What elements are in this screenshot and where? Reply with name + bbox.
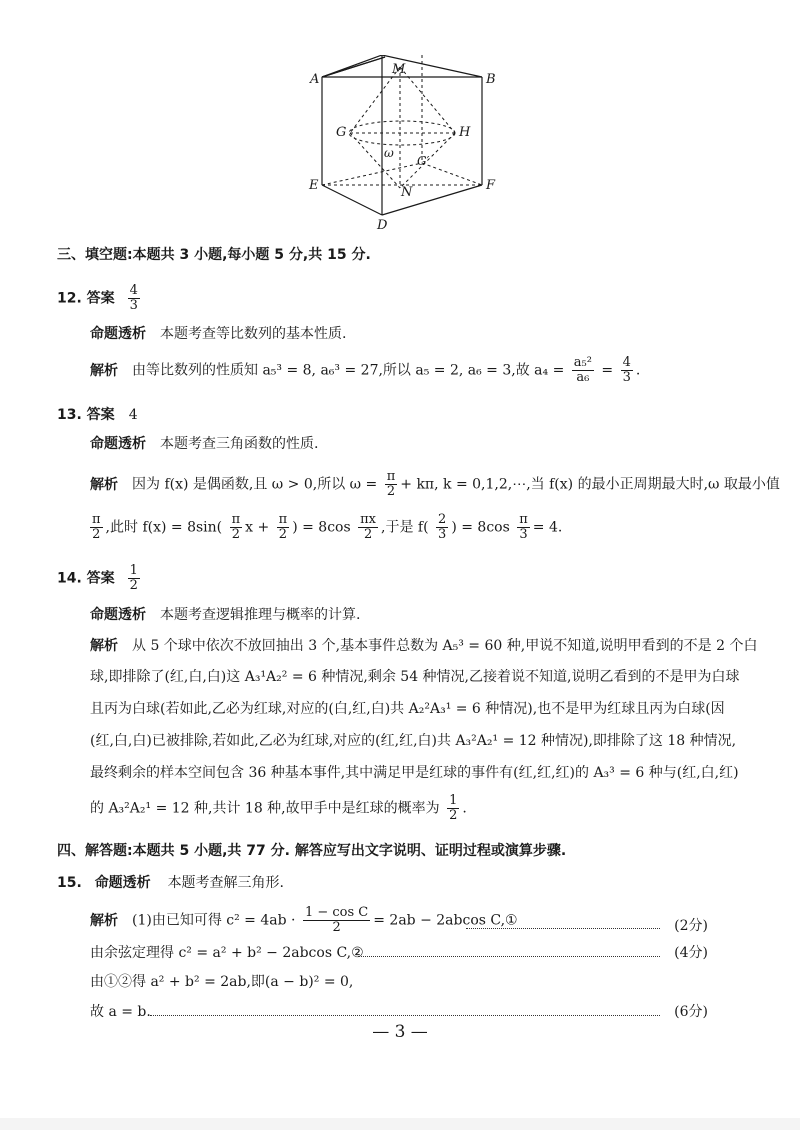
section-4-title: 四、解答题:本题共 5 小题,共 77 分. 解答应写出文字说明、证明过程或演算步骤. (57, 843, 567, 859)
label-E: E (309, 178, 319, 193)
footer-band (0, 1118, 800, 1130)
q15-jie-line1: 解析 (1)由已知可得 c² = 4ab · $\frac{\text{1 − cos C}}{2}$ = 2ab − 2abcos C,① (90, 905, 518, 935)
label-A: A (310, 72, 320, 87)
q14-jie-line3: 且丙为白球(若如此,乙必为红球,对应的(白,红,白)共 A₂²A₃¹ = 6 种情况),也不是甲为红球且丙为白球(因 (90, 701, 725, 717)
label-F: F (486, 178, 496, 193)
q15-score-2: (4分) (674, 945, 708, 961)
q14-tou: 命题透析 本题考查逻辑推理与概率的计算. (90, 607, 361, 623)
q14-jie-line5: 最终剩余的样本空间包含 36 种基本事件,其中满足甲是红球的事件有(红,红,红)的 A₃³ = 6 种与(红,白,红) (90, 765, 739, 781)
q15-score-1: (2分) (674, 918, 708, 934)
q13-tou: 命题透析 本题考查三角函数的性质. (90, 436, 319, 452)
q15-dots-1 (466, 928, 660, 929)
q12-label: 12. 答案 $\frac{4}{3}$ (57, 283, 138, 313)
page-number: — 3 — (372, 1022, 428, 1042)
q14-jie-line6: 的 A₃²A₂¹ = 12 种,共计 18 种,故甲手中是红球的概率为 $\frac{1}{2}$ . (90, 793, 467, 823)
q15-line4: 故 a = b. (90, 1004, 151, 1020)
label-G: G (336, 125, 347, 140)
q15-dots-3 (150, 1015, 660, 1016)
q15-dots-2 (358, 956, 660, 957)
label-D: D (377, 218, 388, 233)
q15-line2: 由余弦定理得 c² = a² + b² − 2abcos C,② (90, 945, 364, 961)
q15-line3: 由①②得 a² + b² = 2ab,即(a − b)² = 0, (90, 974, 354, 990)
q12-tou: 命题透析 本题考查等比数列的基本性质. (90, 326, 347, 342)
label-omega: ω (384, 146, 394, 160)
q15-tou: 15. 命题透析 本题考查解三角形. (57, 875, 285, 891)
label-H: H (459, 125, 471, 140)
geometry-figure (300, 55, 510, 235)
q12-jie: 解析 由等比数列的性质知 a₅³ = 8, a₆³ = 27,所以 a₅ = 2, a₆ = 3,故 a₄ = $\frac{\text{a₅²}}{\text{a₆}}$ = $\frac{4}{3}$ . (90, 355, 641, 385)
label-G-prime: G′ (417, 154, 430, 168)
q14-jie-line4: (红,白,白)已被排除,若如此,乙必为红球,对应的(红,红,白)共 A₃²A₂¹ = 12 种情况),即排除了这 18 种情况, (90, 733, 737, 749)
section-3-title: 三、填空题:本题共 3 小题,每小题 5 分,共 15 分. (57, 247, 371, 263)
q13-label: 13. 答案 4 (57, 407, 138, 423)
q14-label: 14. 答案 $\frac{1}{2}$ (57, 563, 138, 593)
label-N: N (401, 185, 413, 200)
label-B: B (486, 72, 496, 87)
q14-jie-line1: 解析 从 5 个球中依次不放回抽出 3 个,基本事件总数为 A₅³ = 60 种,甲说不知道,说明甲看到的不是 2 个白 (90, 638, 758, 654)
q15-score-3: (6分) (674, 1004, 708, 1020)
label-M: M (392, 62, 406, 77)
q13-jie-line2: $\frac{\pi}{2}$ ,此时 f(x) = 8sin( $\frac{\pi}{2}$ x + $\frac{\pi}{2}$ ) = 8cos $\frac{\pi x}{2}$ ,于是 f( $\frac{2}{3}$ ) = 8cos $\frac{\pi}{3}$ = 4. (92, 512, 563, 542)
q14-jie-line2: 球,即排除了(红,白,白)这 A₃¹A₂² = 6 种情况,剩余 54 种情况,乙接着说不知道,说明乙看到的不是甲为白球 (90, 669, 740, 685)
q13-jie-line1: 解析 因为 f(x) 是偶函数,且 ω > 0,所以 ω = $\frac{\pi}{2}$ + kπ, k = 0,1,2,⋯,当 f(x) 的最小正周期最大时,ω 取最小值 (90, 469, 780, 499)
